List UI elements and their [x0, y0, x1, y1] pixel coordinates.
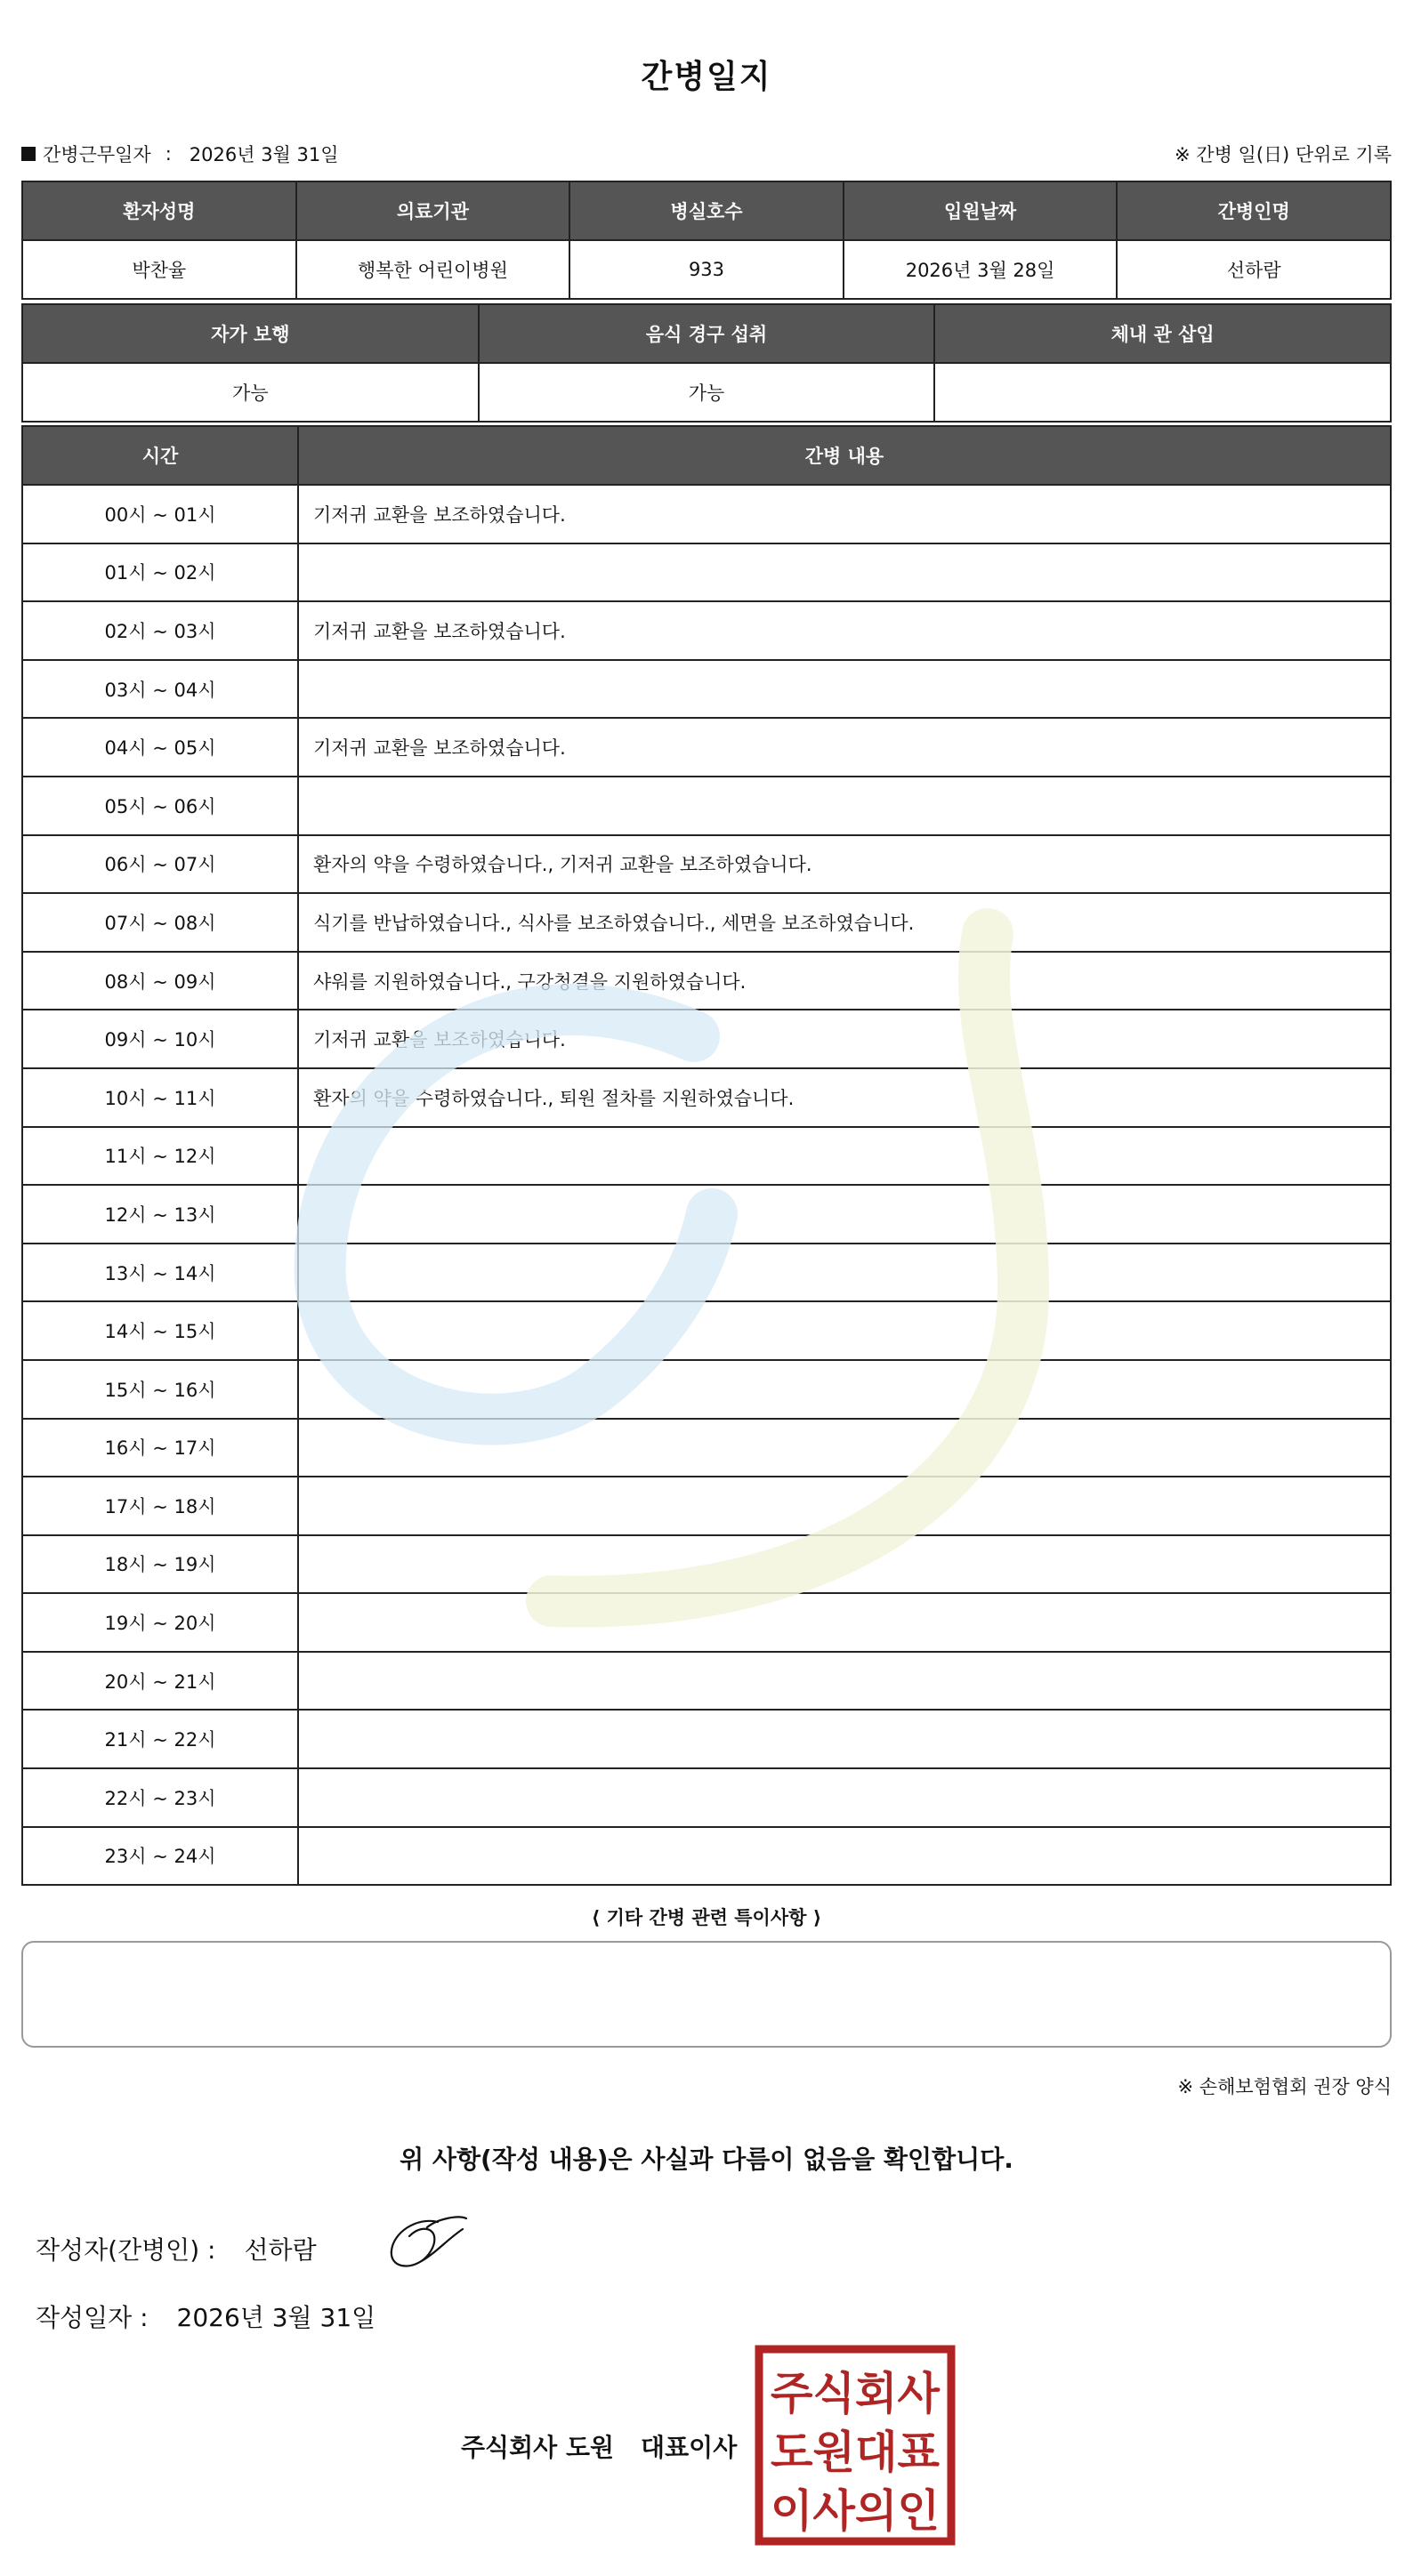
care-log-row — [22, 952, 1391, 1010]
company-signature-line — [461, 2428, 737, 2464]
header-admission-date: 입원날짜 — [844, 181, 1118, 240]
care-content: 환자의 약을 수령하였습니다., 퇴원 절차를 지원하였습니다. — [298, 1068, 1391, 1127]
care-log-row — [22, 485, 1391, 543]
time-slot: 02시 ~ 03시 — [22, 601, 298, 660]
care-content: 식기를 반납하였습니다., 식사를 보조하였습니다., 세면을 보조하였습니다. — [298, 893, 1391, 952]
admission-date-value: 2026년 3월 28일 — [844, 240, 1118, 299]
company-name: 주식회사 도원 — [461, 2433, 615, 2462]
notes-title: ⟨ 기타 간병 관련 특이사항 ⟩ — [591, 1907, 822, 1928]
handwritten-signature — [383, 2206, 472, 2277]
care-log-row — [22, 1301, 1391, 1360]
written-date-value: 2026년 3월 31일 — [176, 2303, 376, 2332]
care-log-header-row — [22, 426, 1391, 485]
care-log-row — [22, 718, 1391, 777]
status-header-row — [22, 304, 1391, 363]
patient-info-header-row — [22, 181, 1391, 240]
written-date-label: 작성일자 : — [36, 2303, 149, 2332]
confirmation-statement: 위 사항(작성 내용)은 사실과 다름이 없음을 확인합니다. — [400, 2145, 1013, 2174]
work-date-label: 간병근무일자 — [43, 144, 151, 165]
time-slot: 07시 ~ 08시 — [22, 893, 298, 952]
header-self-walking: 자가 보행 — [22, 304, 479, 363]
care-log-row — [22, 1419, 1391, 1477]
patient-status-table — [21, 303, 1392, 423]
care-log-row — [22, 660, 1391, 719]
time-slot: 09시 ~ 10시 — [22, 1010, 298, 1068]
time-slot: 18시 ~ 19시 — [22, 1535, 298, 1594]
care-log-row — [22, 1244, 1391, 1302]
care-log-table — [21, 425, 1392, 1886]
time-slot: 17시 ~ 18시 — [22, 1477, 298, 1535]
time-slot: 11시 ~ 12시 — [22, 1127, 298, 1186]
recommend-note: ※ 손해보험협회 권장 양식 — [1177, 2076, 1392, 2097]
seal-text-line: 도원대표 — [771, 2427, 941, 2478]
time-slot: 16시 ~ 17시 — [22, 1419, 298, 1477]
time-slot: 10시 ~ 11시 — [22, 1068, 298, 1127]
status-value-row — [22, 363, 1391, 422]
care-log-row — [22, 835, 1391, 894]
header-oral-intake: 음식 경구 섭취 — [479, 304, 935, 363]
time-slot: 05시 ~ 06시 — [22, 777, 298, 835]
time-slot: 00시 ~ 01시 — [22, 485, 298, 543]
seal-text-line: 이사의인 — [771, 2485, 940, 2537]
care-log-row — [22, 1710, 1391, 1768]
care-log-row — [22, 1652, 1391, 1711]
oral-intake-value: 가능 — [479, 363, 935, 422]
care-log-row — [22, 1827, 1391, 1886]
unit-note: ※ 간병 일(日) 단위로 기록 — [1175, 144, 1392, 165]
company-role: 대표이사 — [641, 2433, 738, 2462]
time-slot: 15시 ~ 16시 — [22, 1360, 298, 1419]
care-log-row — [22, 1068, 1391, 1127]
care-content — [298, 1593, 1391, 1652]
written-date-row — [36, 2298, 375, 2334]
care-content: 기저귀 교환을 보조하였습니다. — [298, 718, 1391, 777]
time-slot: 03시 ~ 04시 — [22, 660, 298, 719]
care-content: 환자의 약을 수령하였습니다., 기저귀 교환을 보조하였습니다. — [298, 835, 1391, 894]
header-room-number: 병실호수 — [569, 181, 844, 240]
care-log-row — [22, 1768, 1391, 1827]
work-date-value: 2026년 3월 31일 — [189, 144, 339, 165]
header-time: 시간 — [22, 426, 298, 485]
room-number-value: 933 — [569, 240, 844, 299]
hospital-value: 행복한 어린이병원 — [296, 240, 570, 299]
care-content — [298, 1710, 1391, 1768]
time-slot: 22시 ~ 23시 — [22, 1768, 298, 1827]
care-content — [298, 1827, 1391, 1886]
care-log-row — [22, 1593, 1391, 1652]
care-content — [298, 1419, 1391, 1477]
self-walking-value: 가능 — [22, 363, 479, 422]
page-title: 간병일지 — [641, 59, 772, 95]
writer-name: 선하람 — [244, 2235, 317, 2265]
care-content — [298, 1768, 1391, 1827]
care-content — [298, 543, 1391, 602]
header-hospital: 의료기관 — [296, 181, 570, 240]
care-content — [298, 777, 1391, 835]
care-log-row — [22, 1360, 1391, 1419]
care-content — [298, 1535, 1391, 1594]
time-slot: 06시 ~ 07시 — [22, 835, 298, 894]
care-content: 기저귀 교환을 보조하였습니다. — [298, 1010, 1391, 1068]
care-log-body — [22, 485, 1391, 1885]
time-slot: 14시 ~ 15시 — [22, 1301, 298, 1360]
care-log-row — [22, 1535, 1391, 1594]
care-log-row — [22, 1010, 1391, 1068]
writer-label: 작성자(간병인) : — [36, 2235, 216, 2265]
work-date-row — [21, 141, 339, 167]
time-slot: 21시 ~ 22시 — [22, 1710, 298, 1768]
care-content — [298, 1127, 1391, 1186]
care-log-row — [22, 543, 1391, 602]
care-log-row — [22, 893, 1391, 952]
patient-name-value: 박찬율 — [22, 240, 296, 299]
seal-text-line: 주식회사 — [771, 2368, 941, 2419]
care-content — [298, 1477, 1391, 1535]
square-bullet-icon — [21, 147, 36, 161]
tube-insertion-value — [934, 363, 1391, 422]
time-slot: 04시 ~ 05시 — [22, 718, 298, 777]
patient-info-value-row — [22, 240, 1391, 299]
patient-info-table — [21, 181, 1392, 300]
header-tube-insertion: 체내 관 삽입 — [934, 304, 1391, 363]
work-date-separator: : — [165, 143, 172, 165]
care-content — [298, 1301, 1391, 1360]
care-content: 기저귀 교환을 보조하였습니다. — [298, 601, 1391, 660]
care-log-row — [22, 1185, 1391, 1244]
time-slot: 08시 ~ 09시 — [22, 952, 298, 1010]
care-content — [298, 1244, 1391, 1302]
writer-row — [36, 2231, 317, 2266]
care-content: 기저귀 교환을 보조하였습니다. — [298, 485, 1391, 543]
care-content: 샤워를 지원하였습니다., 구강청결을 지원하였습니다. — [298, 952, 1391, 1010]
company-seal-stamp — [755, 2345, 956, 2546]
care-log-row — [22, 777, 1391, 835]
caregiver-name-value: 선하람 — [1117, 240, 1391, 299]
care-content — [298, 1652, 1391, 1711]
time-slot: 23시 ~ 24시 — [22, 1827, 298, 1886]
header-caregiver-name: 간병인명 — [1117, 181, 1391, 240]
time-slot: 19시 ~ 20시 — [22, 1593, 298, 1652]
header-patient-name: 환자성명 — [22, 181, 296, 240]
care-log-row — [22, 1477, 1391, 1535]
care-log-row — [22, 601, 1391, 660]
notes-box — [21, 1941, 1392, 2048]
time-slot: 13시 ~ 14시 — [22, 1244, 298, 1302]
care-content — [298, 1360, 1391, 1419]
care-content — [298, 660, 1391, 719]
care-content — [298, 1185, 1391, 1244]
care-log-row — [22, 1127, 1391, 1186]
time-slot: 01시 ~ 02시 — [22, 543, 298, 602]
time-slot: 20시 ~ 21시 — [22, 1652, 298, 1711]
time-slot: 12시 ~ 13시 — [22, 1185, 298, 1244]
header-care-content: 간병 내용 — [298, 426, 1391, 485]
